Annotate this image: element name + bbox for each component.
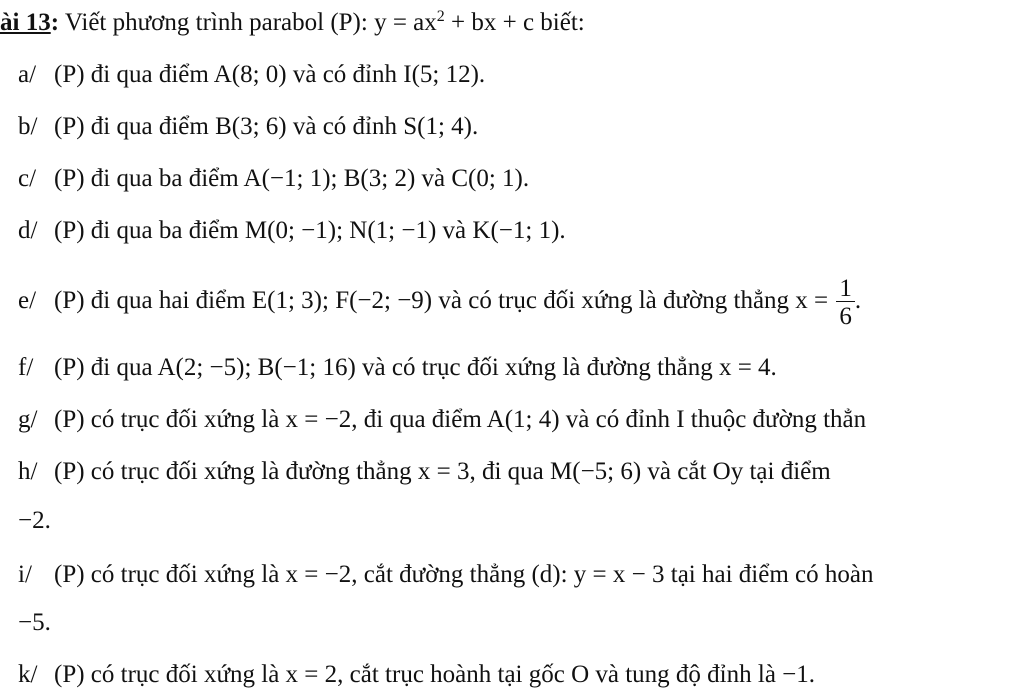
fraction-denominator: 6 — [839, 303, 852, 330]
item-h-continuation — [18, 506, 51, 536]
item-text: (P) đi qua điểm B(3; 6) và có đỉnh S(1; 4). — [54, 113, 479, 140]
item-text: (P) có trục đối xứng là x = 2, cắt trục hoành tại gốc O và tung độ đỉnh là −1. — [54, 661, 816, 688]
item-label: g/ — [18, 406, 38, 433]
title-text-end: + bx + c biết: — [444, 9, 585, 36]
item-text: (P) có trục đối xứng là x = −2, cắt đường thẳng (d): y = x − 3 tại hai điểm có hoàn — [54, 561, 874, 588]
item-text: (P) đi qua hai điểm E(1; 3); F(−2; −9) và có trục đối xứng là đường thẳng x = — [54, 287, 829, 315]
item-i — [18, 560, 873, 590]
item-text: (P) đi qua ba điểm M(0; −1); N(1; −1) và K(−1; 1). — [54, 217, 566, 244]
item-a — [18, 60, 485, 90]
item-text: (P) đi qua A(2; −5); B(−1; 16) và có trục đối xứng là đường thẳng x = 4. — [54, 354, 777, 381]
item-label: e/ — [18, 287, 37, 315]
item-continuation: −5. — [18, 609, 51, 636]
item-text: (P) đi qua điểm A(8; 0) và có đỉnh I(5; 12). — [54, 61, 486, 88]
item-label: c/ — [18, 165, 37, 192]
item-label: h/ — [18, 458, 38, 485]
exercise-title: ài 13: Viết phương trình parabol (P): $y = ax^2$ + bx + c biết: — [0, 8, 585, 36]
item-label: i/ — [18, 561, 32, 588]
item-k — [18, 660, 815, 690]
item-i-continuation — [18, 608, 51, 638]
fraction-numerator: 1 — [836, 276, 855, 302]
item-continuation: −2. — [18, 507, 51, 534]
item-suffix: . — [854, 287, 862, 315]
item-d — [18, 216, 566, 246]
item-label: b/ — [18, 113, 38, 140]
fraction — [836, 276, 855, 329]
item-label: f/ — [18, 354, 34, 381]
exponent: 2 — [436, 8, 445, 25]
item-g — [18, 405, 866, 435]
item-b — [18, 112, 478, 142]
item-label: k/ — [18, 661, 38, 688]
item-text: (P) đi qua ba điểm A(−1; 1); B(3; 2) và C(0; 1). — [54, 165, 530, 192]
item-text: (P) có trục đối xứng là x = −2, đi qua điểm A(1; 4) và có đỉnh I thuộc đường thẳn — [54, 406, 867, 433]
item-h — [18, 457, 831, 487]
item-label: a/ — [18, 61, 37, 88]
title-text: Viết phương trình parabol (P): y = ax — [59, 9, 437, 36]
item-text: (P) có trục đối xứng là đường thẳng x = 3, đi qua M(−5; 6) và cắt Oy tại điểm — [54, 458, 831, 485]
item-f — [18, 353, 777, 383]
item-c — [18, 164, 529, 194]
exercise-number: ài 13 — [0, 9, 51, 36]
item-e — [18, 276, 861, 329]
item-label: d/ — [18, 217, 38, 244]
